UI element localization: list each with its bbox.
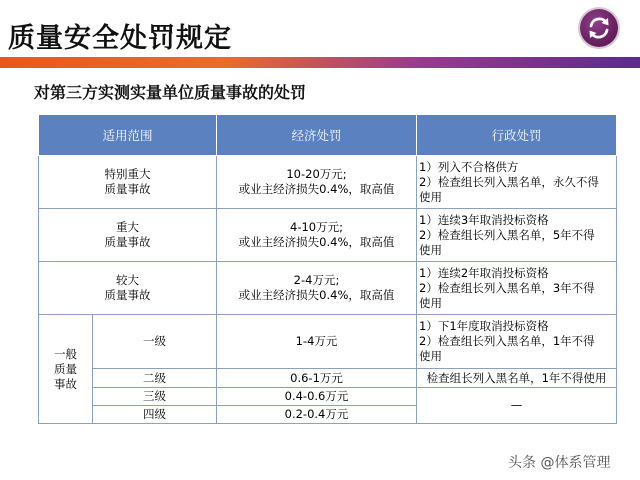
header-economic: 经济处罚 <box>217 115 417 156</box>
administrative-cell: 1）连续3年取消投标资格 2）检查组长列入黑名单，5年不得 使用 <box>417 209 617 262</box>
header-scope: 适用范围 <box>39 115 217 156</box>
table-row <box>39 156 617 209</box>
refresh-cycle-icon <box>580 9 618 47</box>
table-row <box>39 315 617 369</box>
scope-cell: 重大 质量事故 <box>39 209 217 262</box>
administrative-cell: 1）连续2年取消投标资格 2）检查组长列入黑名单，3年不得 使用 <box>417 262 617 315</box>
table-row <box>39 369 617 388</box>
economic-cell: 0.4-0.6万元 <box>217 388 417 406</box>
economic-cell: 0.6-1万元 <box>217 369 417 388</box>
section-subtitle: 对第三方实测实量单位质量事故的处罚 <box>34 83 307 102</box>
accent-bar <box>0 57 640 68</box>
economic-cell: 4-10万元; 或业主经济损失0.4%，取高值 <box>217 209 417 262</box>
scope-cell: 较大 质量事故 <box>39 262 217 315</box>
header-administrative: 行政处罚 <box>417 115 617 156</box>
watermark-text: 头条 @体系管理 <box>508 455 611 471</box>
economic-cell: 0.2-0.4万元 <box>217 406 417 424</box>
table-row <box>39 262 617 315</box>
table-row <box>39 388 617 406</box>
table-header-row <box>39 115 617 156</box>
administrative-cell: 1）下1年度取消投标资格 2）检查组长列入黑名单，1年不得 使用 <box>417 315 617 369</box>
level-cell: 二级 <box>93 369 217 388</box>
table-row <box>39 209 617 262</box>
economic-cell: 1-4万元 <box>217 315 417 369</box>
economic-cell: 10-20万元; 或业主经济损失0.4%，取高值 <box>217 156 417 209</box>
level-cell: 三级 <box>93 388 217 406</box>
administrative-cell: 1）列入不合格供方 2）检查组长列入黑名单，永久不得 使用 <box>417 156 617 209</box>
economic-cell: 2-4万元; 或业主经济损失0.4%，取高值 <box>217 262 417 315</box>
general-accident-cell: 一般 质量 事故 <box>39 315 93 424</box>
administrative-merged-cell: — <box>417 388 617 424</box>
administrative-cell: 检查组长列入黑名单，1年不得使用 <box>417 369 617 388</box>
penalty-table <box>38 114 617 424</box>
level-cell: 四级 <box>93 406 217 424</box>
scope-cell: 特别重大 质量事故 <box>39 156 217 209</box>
page-title: 质量安全处罚规定 <box>8 23 232 54</box>
level-cell: 一级 <box>93 315 217 369</box>
